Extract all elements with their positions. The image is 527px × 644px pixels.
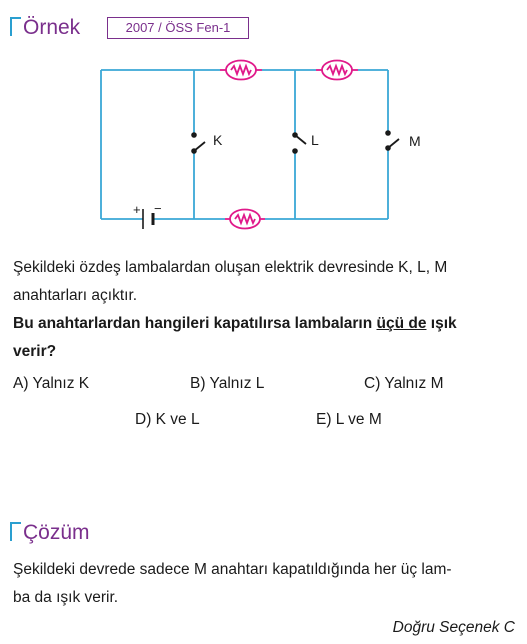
question-text	[13, 254, 518, 366]
heading-bracket	[10, 522, 21, 541]
question-prompt	[13, 310, 518, 338]
switch-l	[293, 133, 306, 154]
switch-k-label: K	[213, 132, 223, 148]
resistor-lamp-icon	[316, 61, 358, 80]
solution-line-1: Şekildeki devrede sadece M anahtarı kapatıldığında her üç lam-	[13, 561, 452, 578]
option-c[interactable]: C) Yalnız M	[364, 375, 444, 392]
switch-l-label: L	[311, 132, 319, 148]
prompt-part-1: Bu anahtarlardan hangileri kapatılırsa lambaların	[13, 315, 377, 332]
source-badge: 2007 / ÖSS Fen-1	[107, 17, 249, 39]
switch-m-label: M	[409, 133, 421, 149]
question-line-1: Şekildeki özdeş lambalardan oluşan elektrik devresinde K, L, M	[13, 259, 448, 276]
lamp-top-left	[220, 61, 262, 80]
question-line-2: anahtarları açıktır.	[13, 287, 138, 304]
example-title: Örnek	[23, 16, 81, 39]
switch-m	[386, 131, 399, 151]
option-e[interactable]: E) L ve M	[316, 411, 382, 428]
lamp-bottom	[225, 210, 265, 229]
option-b[interactable]: B) Yalnız L	[190, 375, 265, 392]
battery-icon	[143, 209, 153, 229]
prompt-underlined: üçü de	[376, 315, 427, 332]
solution-text	[13, 556, 518, 612]
resistor-lamp-icon	[225, 210, 265, 229]
resistor-lamp-icon	[220, 61, 262, 80]
option-a[interactable]: A) Yalnız K	[13, 375, 90, 392]
option-d[interactable]: D) K ve L	[135, 411, 200, 428]
circuit-diagram	[0, 0, 527, 240]
switch-k	[192, 133, 205, 154]
circuit-wires	[101, 70, 388, 219]
solution-line-2: ba da ışık verir.	[13, 589, 119, 606]
solution-heading	[10, 521, 90, 545]
solution-title: Çözüm	[23, 521, 90, 544]
lamp-top-right	[316, 61, 358, 80]
correct-answer: Doğru Seçenek C	[392, 619, 515, 636]
prompt-part-2: ışık	[426, 315, 457, 332]
battery-plus-label: +	[133, 202, 141, 217]
question-prompt-line-2: verir?	[13, 343, 57, 360]
battery-minus-label: −	[154, 201, 162, 216]
